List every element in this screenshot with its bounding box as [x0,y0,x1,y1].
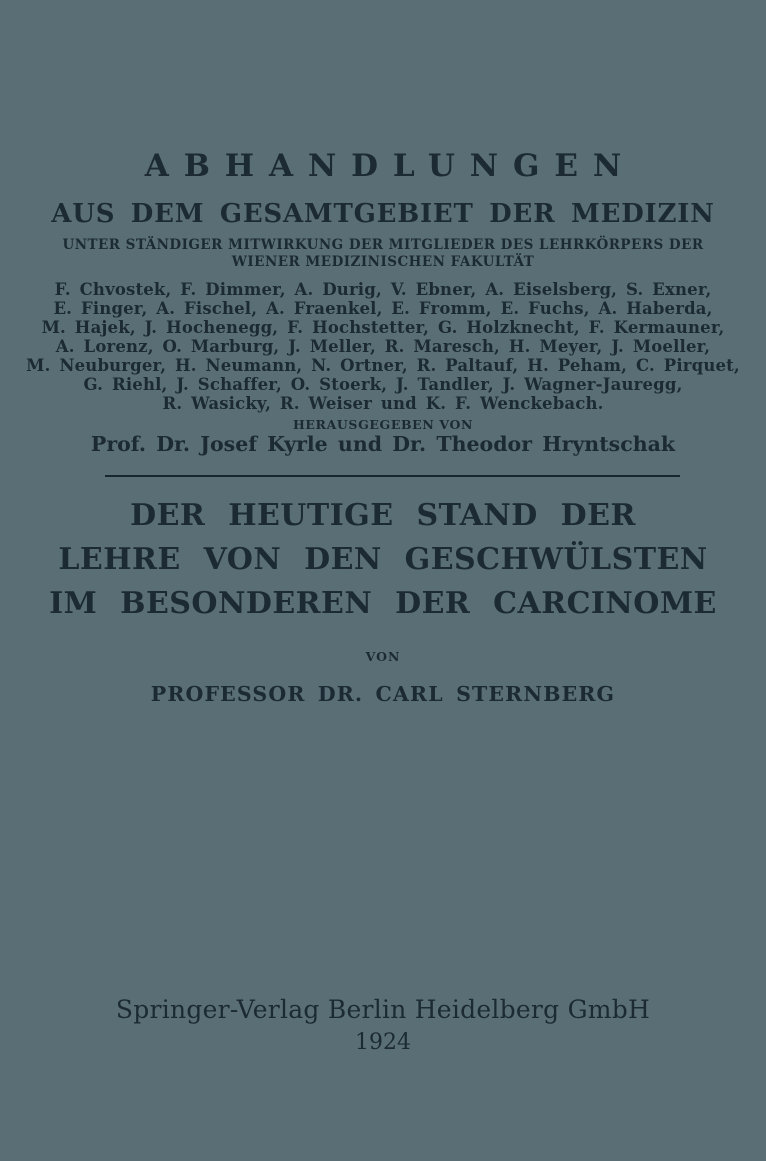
publisher-name: Springer-Verlag Berlin Heidelberg GmbH [115,995,651,1024]
contributors-line: G. Riehl, J. Schaffer, O. Stoerk, J. Tandler, J. Wagner-Jauregg, [83,375,683,394]
contributor-note-line2: WIENER MEDIZINISCHEN FAKULTÄT [231,254,535,270]
edited-by-label: HERAUSGEGEBEN VON [292,417,474,432]
contributors-line: R. Wasicky, R. Weiser und K. F. Wenckebach. [162,394,604,413]
contributors-line: A. Lorenz, O. Marburg, J. Meller, R. Maresch, H. Meyer, J. Moeller, [55,337,711,356]
horizontal-rule [105,475,680,477]
contributors-line: M. Hajek, J. Hochenegg, F. Hochstetter, G. Holzknecht, F. Kermauner, [41,318,725,337]
series-title: ABHANDLUNGEN [144,148,637,184]
publication-year: 1924 [355,1030,411,1055]
series-subtitle: AUS DEM GESAMTGEBIET DER MEDIZIN [51,199,715,229]
contributor-note-line1: UNTER STÄNDIGER MITWIRKUNG DER MITGLIEDER DES LEHRKÖRPERS DER [62,237,704,253]
contributors-line: E. Finger, A. Fischel, A. Fraenkel, E. Fromm, E. Fuchs, A. Haberda, [53,299,713,318]
contributors-list [0,280,766,413]
contributors-line: M. Neuburger, H. Neumann, N. Ortner, R. Paltauf, H. Peham, C. Pirquet, [26,356,740,375]
editors-names: Prof. Dr. Josef Kyrle und Dr. Theodor Hryntschak [90,432,676,456]
by-label: VON [365,649,401,664]
contributors-line: F. Chvostek, F. Dimmer, A. Durig, V. Ebner, A. Eiselsberg, S. Exner, [54,280,712,299]
book-title-line1: DER HEUTIGE STAND DER [130,498,636,533]
author-name: PROFESSOR DR. CARL STERNBERG [150,682,616,706]
book-title-line2: LEHRE VON DEN GESCHWÜLSTEN [58,542,708,577]
book-title-line3: IM BESONDEREN DER CARCINOME [49,586,717,621]
